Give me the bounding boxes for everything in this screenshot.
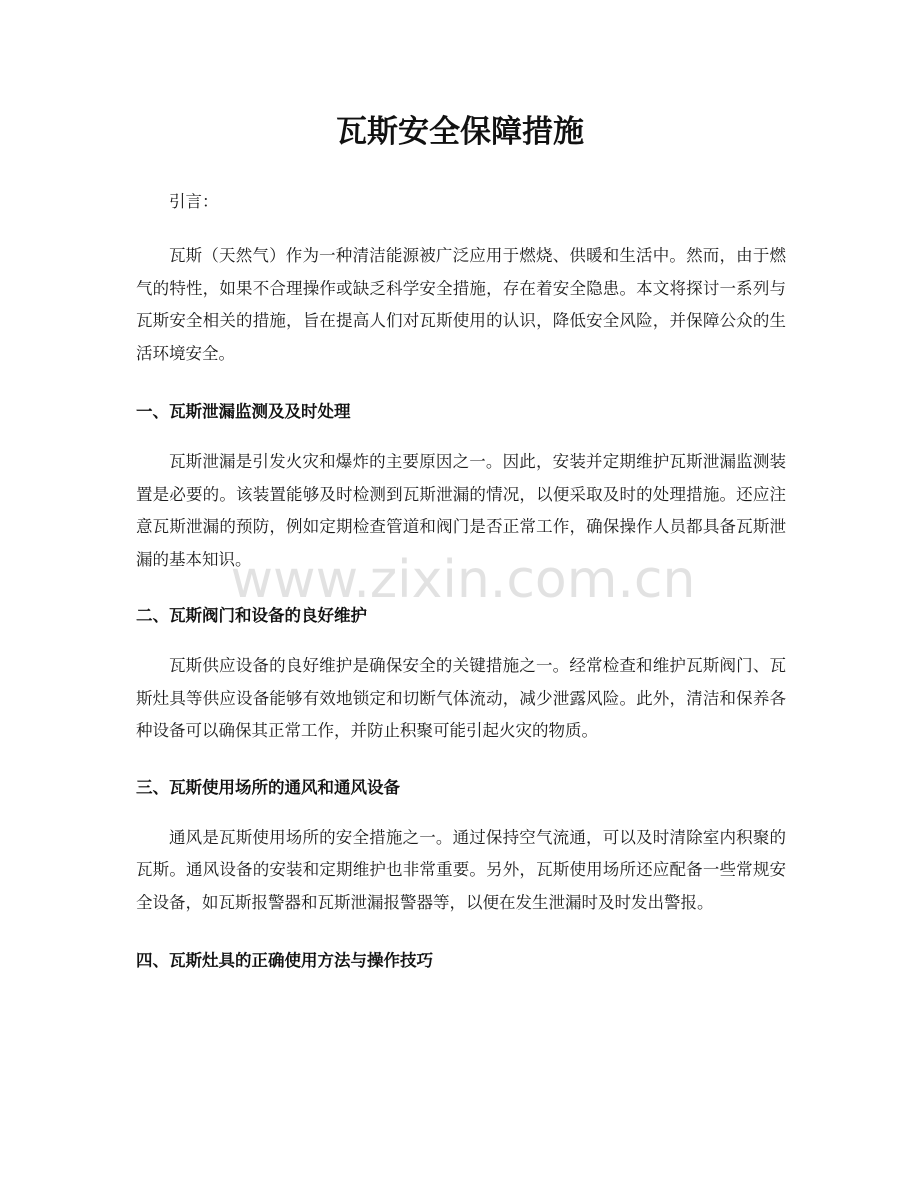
section-heading-1: 一、瓦斯泄漏监测及及时处理 [136, 402, 351, 421]
section-heading-3: 三、瓦斯使用场所的通风和通风设备 [136, 777, 400, 797]
section-paragraph-1: 瓦斯泄漏是引发火灾和爆炸的主要原因之一。因此，安装并定期维护瓦斯泄漏监测装置是必要的。该装置能够及时检测到瓦斯泄漏的情况，以便采取及时的处理措施。还应注意瓦斯泄漏的预防，例如定期检查管道和阀门是否正常工作，确保操作人员都具备瓦斯泄漏的基本知识。 [136, 452, 786, 569]
document-body [136, 184, 786, 995]
document-title: 瓦斯安全保障措施 [336, 114, 584, 150]
section-paragraph-3: 通风是瓦斯使用场所的安全措施之一。通过保持空气流通，可以及时清除室内积聚的瓦斯。通风设备的安装和定期维护也非常重要。另外，瓦斯使用场所还应配备一些常规安全设备，如瓦斯报警器和瓦斯泄漏报警器等，以便在发生泄漏时及时发出警报。 [136, 827, 786, 912]
intro-label: 引言： [169, 192, 219, 211]
intro-paragraph: 瓦斯（天然气）作为一种清洁能源被广泛应用于燃烧、供暖和生活中。然而，由于燃气的特性，如果不合理操作或缺乏科学安全措施，存在着安全隐患。本文将探讨一系列与瓦斯安全相关的措施，旨在提高人们对瓦斯使用的认识，降低安全风险，并保障公众的生活环境安全。 [136, 246, 786, 363]
section-heading-4: 四、瓦斯灶具的正确使用方法与操作技巧 [136, 951, 433, 970]
watermark-text: www.zixin.com.cn [230, 550, 696, 610]
section-heading-2: 二、瓦斯阀门和设备的良好维护 [136, 606, 367, 625]
section-paragraph-2: 瓦斯供应设备的良好维护是确保安全的关键措施之一。经常检查和维护瓦斯阀门、瓦斯灶具等供应设备能够有效地锁定和切断气体流动，减少泄露风险。此外，清洁和保养各种设备可以确保其正常工作，并防止积聚可能引起火灾的物质。 [136, 656, 786, 740]
